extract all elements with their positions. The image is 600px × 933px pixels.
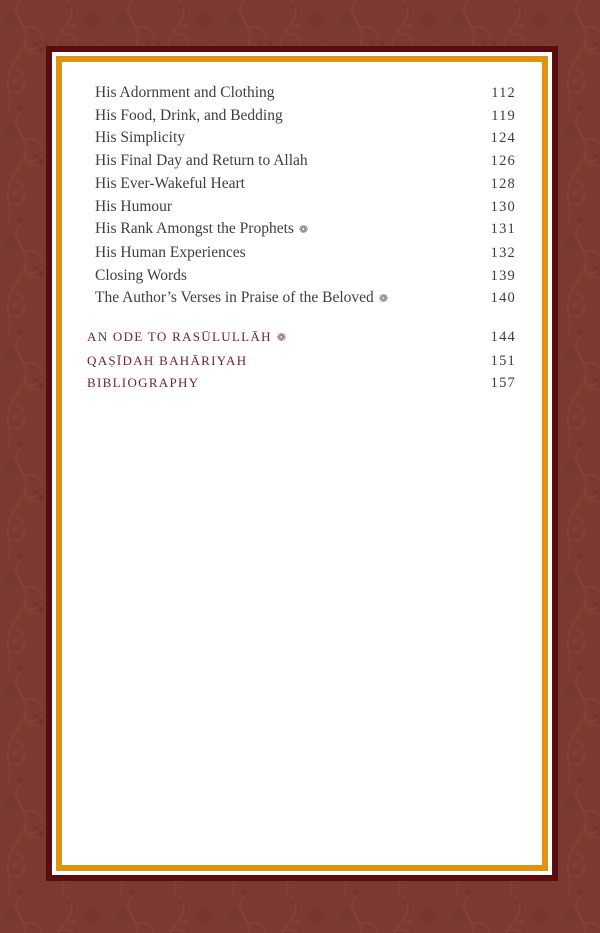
page-number: 140 [490,290,516,307]
toc-entry [87,105,516,128]
page-number: 126 [490,153,516,170]
toc-section-entry [87,326,516,350]
toc-entry [87,196,516,219]
sallallahu-alayhi-wasallam-icon: ❁ [298,223,309,237]
page-number: 130 [490,198,516,215]
toc-entry-text: His Humour [95,197,173,215]
page-number: 139 [490,267,516,284]
toc-entry [87,127,516,150]
toc-entry-text: Closing Words [95,266,187,284]
toc-backmatter-list [87,326,516,395]
page-border-dark-red [46,46,558,881]
table-of-contents-page [62,62,542,865]
page-number: 119 [491,107,516,124]
toc-entry-text: His Simplicity [95,129,185,147]
toc-entry-title [87,265,187,288]
toc-entry-text: The Author’s Verses in Praise of the Beloved [95,289,374,307]
toc-entry-title [87,218,308,242]
toc-section-title [87,326,287,350]
toc-entry-text: His Adornment and Clothing [95,84,275,101]
toc-entry [87,242,516,265]
toc-entry-text: His Ever-Wakeful Heart [95,174,245,192]
toc-entry [87,173,516,196]
page-number: 124 [490,130,516,147]
toc-entry-text: QAṢĪDAH BAHĀRIYAH [87,352,248,368]
toc-entry-text: BIBLIOGRAPHY [87,375,200,391]
toc-entry-title [87,196,172,219]
toc-entry-title [87,105,283,128]
toc-entry [87,150,516,173]
page-number: 131 [490,221,516,238]
toc-entry-text: His Final Day and Return to Allah [95,152,308,170]
page-number: 132 [490,244,516,261]
toc-entry-text: His Human Experiences [95,243,246,261]
toc-chapter-list [87,82,516,311]
toc-section-title [87,372,199,395]
toc-entry-text: His Food, Drink, and Bedding [95,106,283,124]
toc-entry-title [87,242,246,265]
toc-entry-title [87,82,275,105]
page-border-white-gap [52,52,552,875]
toc-section-entry [87,350,516,373]
toc-entry-title [87,287,388,311]
toc-entry-title [87,127,185,150]
sallallahu-alayhi-wasallam-icon: ❁ [276,331,288,345]
toc-entry-title [87,173,245,196]
toc-entry [87,265,516,288]
page-number: 144 [490,329,516,346]
page-border-gold [56,56,548,871]
page-number: 128 [490,175,516,192]
toc-section-entry [87,372,516,395]
page-number: 112 [491,85,516,101]
toc-entry-text: AN ODE TO RASŪLULLĀH [87,329,272,345]
page-number: 151 [490,352,516,369]
toc-entry-title [87,150,308,173]
toc-section-title [87,350,247,373]
page-number: 157 [490,375,516,392]
toc-entry [87,218,516,242]
toc-entry [87,287,516,311]
toc-entry [87,82,516,105]
sallallahu-alayhi-wasallam-icon: ❁ [378,292,389,306]
toc-entry-text: His Rank Amongst the Prophets [95,220,294,238]
